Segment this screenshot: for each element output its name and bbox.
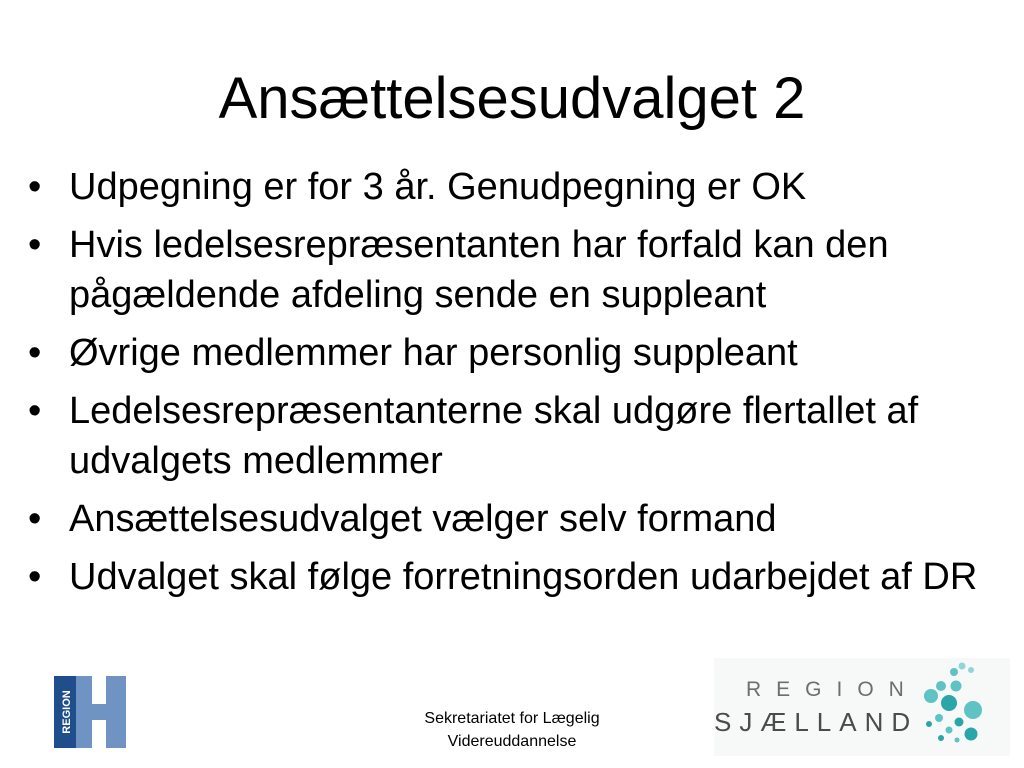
- bullet-marker: •: [28, 224, 42, 266]
- region-h-logo: [54, 676, 126, 748]
- region-h-logo-graphic: [54, 676, 126, 748]
- bullet-text: Øvrige medlemmer har personlig suppleant: [69, 332, 798, 374]
- bullet-item: [28, 220, 1018, 320]
- bullet-marker: •: [28, 332, 42, 374]
- bullet-item: [28, 552, 1018, 602]
- bullet-marker: •: [28, 390, 42, 432]
- bullet-item: [28, 328, 1018, 378]
- logo-sj-dots-graphic: [919, 658, 989, 756]
- bullet-marker: •: [28, 498, 42, 540]
- slide-title: Ansættelsesudvalget 2: [218, 66, 806, 131]
- bullet-text: Udvalget skal følge forretningsorden udarbejdet af DR: [69, 556, 978, 598]
- footer-line-2: Videreuddannelse: [447, 733, 577, 750]
- bullet-marker: •: [28, 556, 42, 598]
- footer-text: [382, 707, 642, 753]
- logo-h-text: REGION: [61, 690, 73, 734]
- logo-sj-region-text: REGION: [746, 678, 919, 701]
- bullet-item: [28, 386, 1018, 486]
- region-sjaelland-logo: [714, 658, 1010, 756]
- bullet-text: Udpegning er for 3 år. Genudpegning er OK: [69, 166, 807, 208]
- bullet-marker: •: [28, 166, 42, 208]
- bullet-text: Ansættelsesudvalget vælger selv formand: [69, 498, 777, 540]
- bullet-list: [28, 162, 1018, 610]
- logo-sj-name-text: SJÆLLAND: [714, 707, 919, 737]
- bullet-item: [28, 162, 1018, 212]
- bullet-text: Ledelsesrepræsentanterne skal udgøre flertallet af udvalgets medlemmer: [69, 390, 919, 482]
- bullet-text: Hvis ledelsesrepræsentanten har forfald kan den pågældende afdeling sende en suppleant: [69, 224, 889, 316]
- footer-line-1: Sekretariatet for Lægelig: [424, 710, 600, 727]
- bullet-item: [28, 494, 1018, 544]
